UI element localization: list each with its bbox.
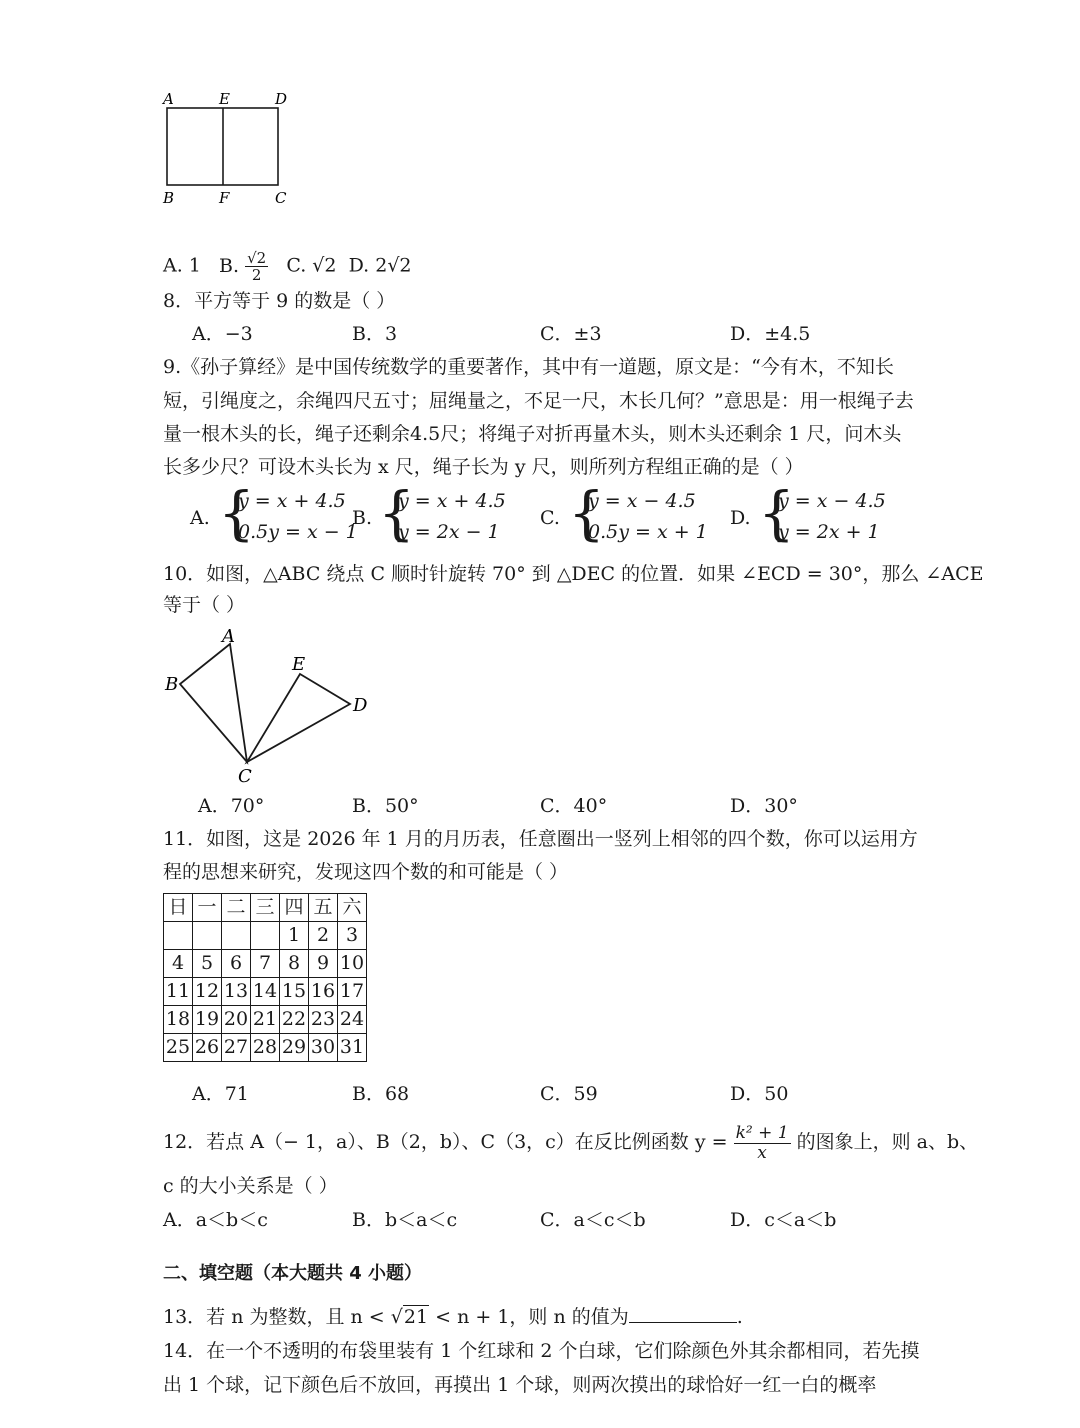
- calendar-day: 28: [251, 1034, 280, 1062]
- label-f: F: [219, 189, 230, 207]
- calendar-day: 5: [193, 950, 222, 978]
- q8-option-c[interactable]: C．±3: [540, 323, 602, 345]
- calendar-day: 16: [309, 978, 338, 1006]
- label-c: C: [275, 189, 287, 207]
- calendar-day: [251, 922, 280, 950]
- calendar-day: 24: [338, 1006, 367, 1034]
- label-c: C: [238, 766, 252, 787]
- q9-line-4: 长多少尺？可设木头长为 x 尺，绳子长为 y 尺，则所列方程组正确的是（ ）: [163, 456, 804, 478]
- q12-option-b[interactable]: B．b＜a＜c: [352, 1209, 458, 1231]
- calendar-day: 9: [309, 950, 338, 978]
- q13-line: 13．若 n 为整数，且 n < √21 < n + 1，则 n 的值为 .: [163, 1302, 743, 1330]
- q11-option-c[interactable]: C．59: [540, 1083, 598, 1105]
- calendar-day: 14: [251, 978, 280, 1006]
- triangle-abc: [180, 644, 247, 762]
- q12-line-2: c 的大小关系是（ ）: [163, 1175, 338, 1197]
- q14-line-2: 出 1 个球，记下颜色后不放回，再摸出 1 个球，则两次摸出的球恰好一红一白的概率: [163, 1374, 877, 1396]
- section-heading: 二、填空题（本大题共 4 小题）: [163, 1263, 423, 1284]
- q9-option-d[interactable]: D. { y = x − 4.5 y = 2x + 1: [730, 479, 886, 547]
- calendar-day: 2: [309, 922, 338, 950]
- rotation-figure: [160, 622, 380, 792]
- calendar-day: 8: [280, 950, 309, 978]
- label-d: D: [353, 695, 368, 716]
- calendar-weekday: 二: [222, 894, 251, 922]
- q10-line-2: 等于（ ）: [163, 594, 246, 616]
- calendar-day: 19: [193, 1006, 222, 1034]
- q12-line-1: 12．若点 A（− 1，a）、B（2，b）、C（3，c）在反比例函数 y = $\frac{\text{k² + 1}}{x}$ 的图象上，则 a、b、: [163, 1122, 979, 1163]
- calendar-day: 7: [251, 950, 280, 978]
- calendar-weekday: 一: [193, 894, 222, 922]
- q12-option-d[interactable]: D．c＜a＜b: [730, 1209, 837, 1231]
- label-e: E: [292, 654, 306, 675]
- q9-line-1: 9.《孙子算经》是中国传统数学的重要著作，其中有一道题，原文是：“今有木，不知长: [163, 356, 894, 378]
- calendar-day: 26: [193, 1034, 222, 1062]
- calendar-day: 10: [338, 950, 367, 978]
- calendar-day: 17: [338, 978, 367, 1006]
- q10-line-1: 10．如图，△ABC 绕点 C 顺时针旋转 70° 到 △DEC 的位置．如果 ∠ECD = 30°，那么 ∠ACE: [163, 563, 984, 585]
- calendar-day: 31: [338, 1034, 367, 1062]
- calendar-day: 1: [280, 922, 309, 950]
- q9-option-c[interactable]: C. { y = x − 4.5 0.5y = x + 1: [540, 479, 708, 547]
- q10-option-a[interactable]: A．70°: [198, 795, 265, 817]
- calendar-day: 13: [222, 978, 251, 1006]
- q8-option-b[interactable]: B．3: [352, 323, 398, 345]
- q12-fraction: $\frac{\text{k² + 1}}{x}$: [735, 1122, 789, 1163]
- calendar-weekday: 六: [338, 894, 367, 922]
- calendar-header-row: [164, 894, 367, 922]
- calendar-day: [222, 922, 251, 950]
- q12-option-a[interactable]: A．a＜b＜c: [163, 1209, 268, 1231]
- q8-stem: 8．平方等于 9 的数是（ ）: [163, 290, 396, 312]
- q8-option-d[interactable]: D．±4.5: [730, 323, 811, 345]
- label-b: B: [163, 189, 175, 207]
- q11-option-b[interactable]: B．68: [352, 1083, 410, 1105]
- calendar-weekday: 三: [251, 894, 280, 922]
- calendar-weekday: 四: [280, 894, 309, 922]
- calendar-row: [164, 1006, 367, 1034]
- calendar-day: [193, 922, 222, 950]
- q7-option-c[interactable]: C. √2: [286, 254, 337, 277]
- q11-line-2: 程的思想来研究，发现这四个数的和可能是（ ）: [163, 861, 569, 883]
- q11-option-a[interactable]: A．71: [192, 1083, 249, 1105]
- q12-option-c[interactable]: C．a＜c＜b: [540, 1209, 646, 1231]
- calendar-day: 20: [222, 1006, 251, 1034]
- q7-option-a[interactable]: A. 1: [163, 254, 201, 277]
- calendar-row: [164, 1034, 367, 1062]
- calendar-day: 30: [309, 1034, 338, 1062]
- q8-option-a[interactable]: A．−3: [192, 323, 253, 345]
- q7-options: [163, 250, 412, 283]
- q10-option-c[interactable]: C．40°: [540, 795, 608, 817]
- calendar-day: 22: [280, 1006, 309, 1034]
- q9-line-3: 量一根木头的长，绳子还剩余4.5尺；将绳子对折再量木头，则木头还剩余 1 尺，问木头: [163, 423, 902, 445]
- q13-answer-blank[interactable]: [629, 1302, 737, 1323]
- calendar-day: 11: [164, 978, 193, 1006]
- q9-option-a[interactable]: A. { y = x + 4.5 0.5y = x − 1: [190, 479, 358, 547]
- label-d: D: [275, 90, 288, 108]
- calendar-day: 29: [280, 1034, 309, 1062]
- q7-option-d[interactable]: D. 2√2: [348, 254, 412, 277]
- calendar-day: 12: [193, 978, 222, 1006]
- q9-option-b[interactable]: B. { y = x + 4.5 y = 2x − 1: [352, 479, 506, 547]
- q11-line-1: 11．如图，这是 2026 年 1 月的月历表，任意圈出一竖列上相邻的四个数，你可以运用方: [163, 828, 918, 850]
- q10-option-b[interactable]: B．50°: [352, 795, 419, 817]
- calendar-weekday: 日: [164, 894, 193, 922]
- calendar-weekday: 五: [309, 894, 338, 922]
- calendar-day: 21: [251, 1006, 280, 1034]
- calendar-day: 15: [280, 978, 309, 1006]
- calendar-day: 27: [222, 1034, 251, 1062]
- calendar-day: 4: [164, 950, 193, 978]
- q9-line-2: 短，引绳度之，余绳四尺五寸；屈绳量之，不足一尺，木长几何？”意思是：用一根绳子去: [163, 390, 914, 412]
- label-e: E: [219, 90, 230, 108]
- calendar-row: [164, 978, 367, 1006]
- calendar-table: [163, 893, 367, 1062]
- q14-line-1: 14．在一个不透明的布袋里装有 1 个红球和 2 个白球，它们除颜色外其余都相同，若先摸: [163, 1340, 920, 1362]
- calendar-day: 23: [309, 1006, 338, 1034]
- label-a: A: [222, 626, 235, 647]
- triangle-dec: [247, 674, 350, 762]
- calendar-row: [164, 922, 367, 950]
- calendar-day: 25: [164, 1034, 193, 1062]
- calendar-day: 18: [164, 1006, 193, 1034]
- q11-option-d[interactable]: D．50: [730, 1083, 789, 1105]
- rectangle-figure: [155, 88, 295, 213]
- calendar-day: 3: [338, 922, 367, 950]
- q10-option-d[interactable]: D．30°: [730, 795, 798, 817]
- calendar-day: 6: [222, 950, 251, 978]
- calendar-row: [164, 950, 367, 978]
- q7-option-b[interactable]: B. $\frac{√2}{2}$: [219, 249, 267, 284]
- label-b: B: [165, 674, 179, 695]
- calendar-day: [164, 922, 193, 950]
- label-a: A: [163, 90, 174, 108]
